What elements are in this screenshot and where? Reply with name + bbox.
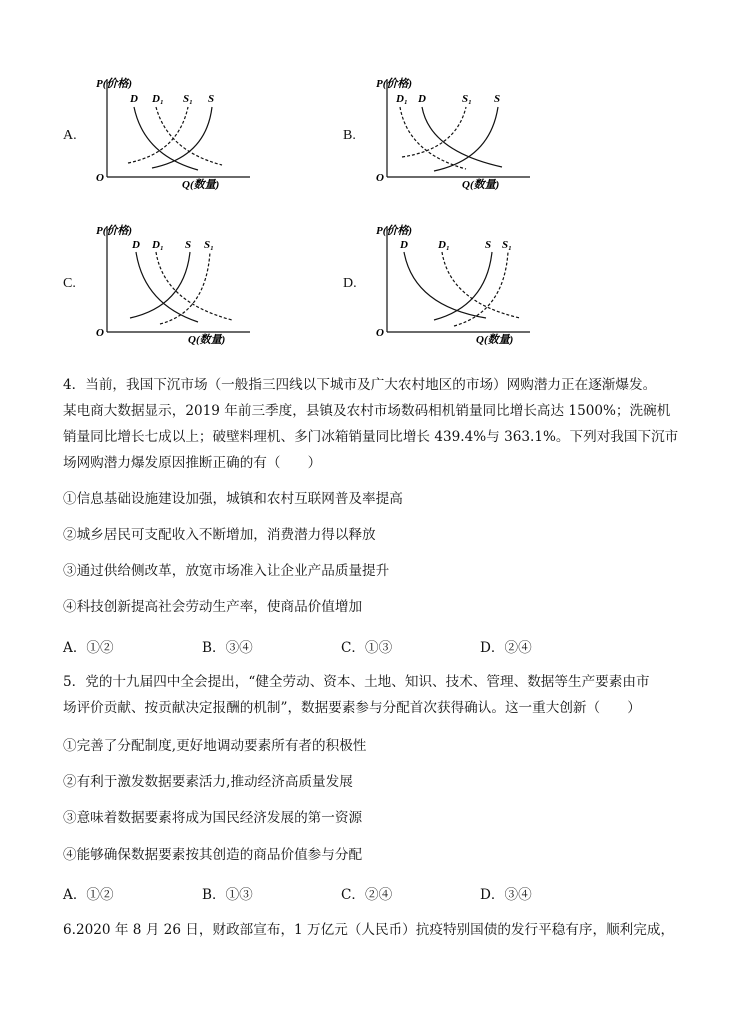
curve-label-s: S (494, 93, 501, 105)
x-axis-label: Q(数量) (462, 179, 500, 191)
curve-label-s: S (185, 239, 192, 251)
option-b-label: B. (343, 128, 356, 143)
graph-d (370, 222, 540, 348)
origin-label: O (96, 172, 104, 184)
q5-item: ①完善了分配制度,更好地调动要素所有者的积极性 (63, 738, 367, 754)
q5-choice-a[interactable]: A．①② (63, 887, 114, 903)
demand-curve-shifted (442, 252, 520, 318)
curve-label-d: D (400, 239, 408, 251)
q5-stem-line: 5．党的十九届四中全会提出，“健全劳动、资本、土地、知识、技术、管理、数据等生产要素由市 (63, 674, 650, 690)
y-axis-label: P(价格) (376, 78, 413, 90)
q4-item: ②城乡居民可支配收入不断增加，消费潜力得以释放 (63, 527, 376, 543)
option-c-label: C. (63, 276, 76, 291)
x-axis-label: Q(数量) (188, 334, 226, 346)
origin-label: O (376, 327, 384, 339)
graph-c (90, 222, 260, 348)
y-axis-label: P(价格) (96, 78, 133, 90)
q5-choice-c[interactable]: C．②④ (341, 887, 393, 903)
supply-curve (434, 252, 492, 320)
q5-choice-b[interactable]: B．①③ (202, 887, 253, 903)
y-axis-label: P(价格) (376, 225, 413, 237)
graph-b (370, 75, 540, 193)
graph-a (90, 75, 260, 193)
q5-choice-d[interactable]: D．③④ (480, 887, 532, 903)
option-a-label: A. (63, 128, 77, 143)
curve-label-d: D (132, 239, 140, 251)
q4-stem-line: 场网购潜力爆发原因推断正确的有（ ） (63, 455, 322, 471)
y-axis-label: P(价格) (96, 225, 133, 237)
demand-curve (422, 107, 502, 167)
curve-label-s1: S₁ (502, 239, 512, 251)
supply-curve-shifted (128, 107, 188, 163)
option-d-label: D. (343, 276, 357, 291)
curve-label-d1: D₁ (152, 239, 164, 251)
origin-label: O (96, 327, 104, 339)
curve-label-s: S (485, 239, 492, 251)
curve-label-s1: S₁ (204, 239, 214, 251)
x-axis-label: Q(数量) (476, 334, 514, 346)
curve-label-d1: D₁ (152, 93, 164, 105)
q4-stem-line: 销量同比增长七成以上；破壁料理机、多门冰箱销量同比增长 439.4%与 363.1%。下列对我国下沉市 (63, 429, 679, 445)
curve-label-s1: S₁ (462, 93, 472, 105)
q5-item: ④能够确保数据要素按其创造的商品价值参与分配 (63, 847, 363, 863)
q4-choice-d[interactable]: D．②④ (480, 640, 532, 656)
curve-label-d: D (418, 93, 426, 105)
q4-item: ①信息基础设施建设加强，城镇和农村互联网普及率提高 (63, 491, 403, 507)
q4-item: ④科技创新提高社会劳动生产率，使商品价值增加 (63, 599, 363, 615)
demand-curve-shifted (400, 107, 466, 169)
q5-item: ③意味着数据要素将成为国民经济发展的第一资源 (63, 810, 363, 826)
curve-label-d: D (130, 93, 138, 105)
origin-label: O (376, 172, 384, 184)
q5-stem-line: 场评价贡献、按贡献决定报酬的机制”，数据要素参与分配首次获得确认。这一重大创新（ ） (63, 700, 641, 716)
q4-choice-c[interactable]: C．①③ (341, 640, 393, 656)
q4-stem-line: 4．当前，我国下沉市场（一般指三四线以下城市及广大农村地区的市场）网购潜力正在逐渐爆发。 (63, 377, 657, 393)
q4-stem-line: 某电商大数据显示，2019 年前三季度，县镇及农村市场数码相机销量同比增长高达 1500%；洗碗机 (63, 403, 671, 419)
q4-item: ③通过供给侧改革，放宽市场准入让企业产品质量提升 (63, 563, 390, 579)
curve-label-s1: S₁ (183, 93, 193, 105)
demand-curve-shifted (156, 252, 232, 320)
supply-curve-shifted (160, 252, 210, 324)
supply-curve (130, 252, 190, 318)
q6-stem-line: 6.2020 年 8 月 26 日，财政部宣布，1 万亿元（人民币）抗疫特别国债的发行平稳有序，顺利完成， (63, 922, 675, 938)
demand-curve (404, 252, 486, 318)
supply-curve-shifted (454, 252, 508, 326)
demand-curve (134, 107, 198, 170)
x-axis-label: Q(数量) (182, 179, 220, 191)
q4-choice-b[interactable]: B．③④ (202, 640, 253, 656)
curve-label-s: S (208, 93, 215, 105)
curve-label-d1: D₁ (396, 93, 408, 105)
curve-label-d1: D₁ (438, 239, 450, 251)
q4-choice-a[interactable]: A．①② (63, 640, 114, 656)
q5-item: ②有利于激发数据要素活力,推动经济高质量发展 (63, 774, 353, 790)
